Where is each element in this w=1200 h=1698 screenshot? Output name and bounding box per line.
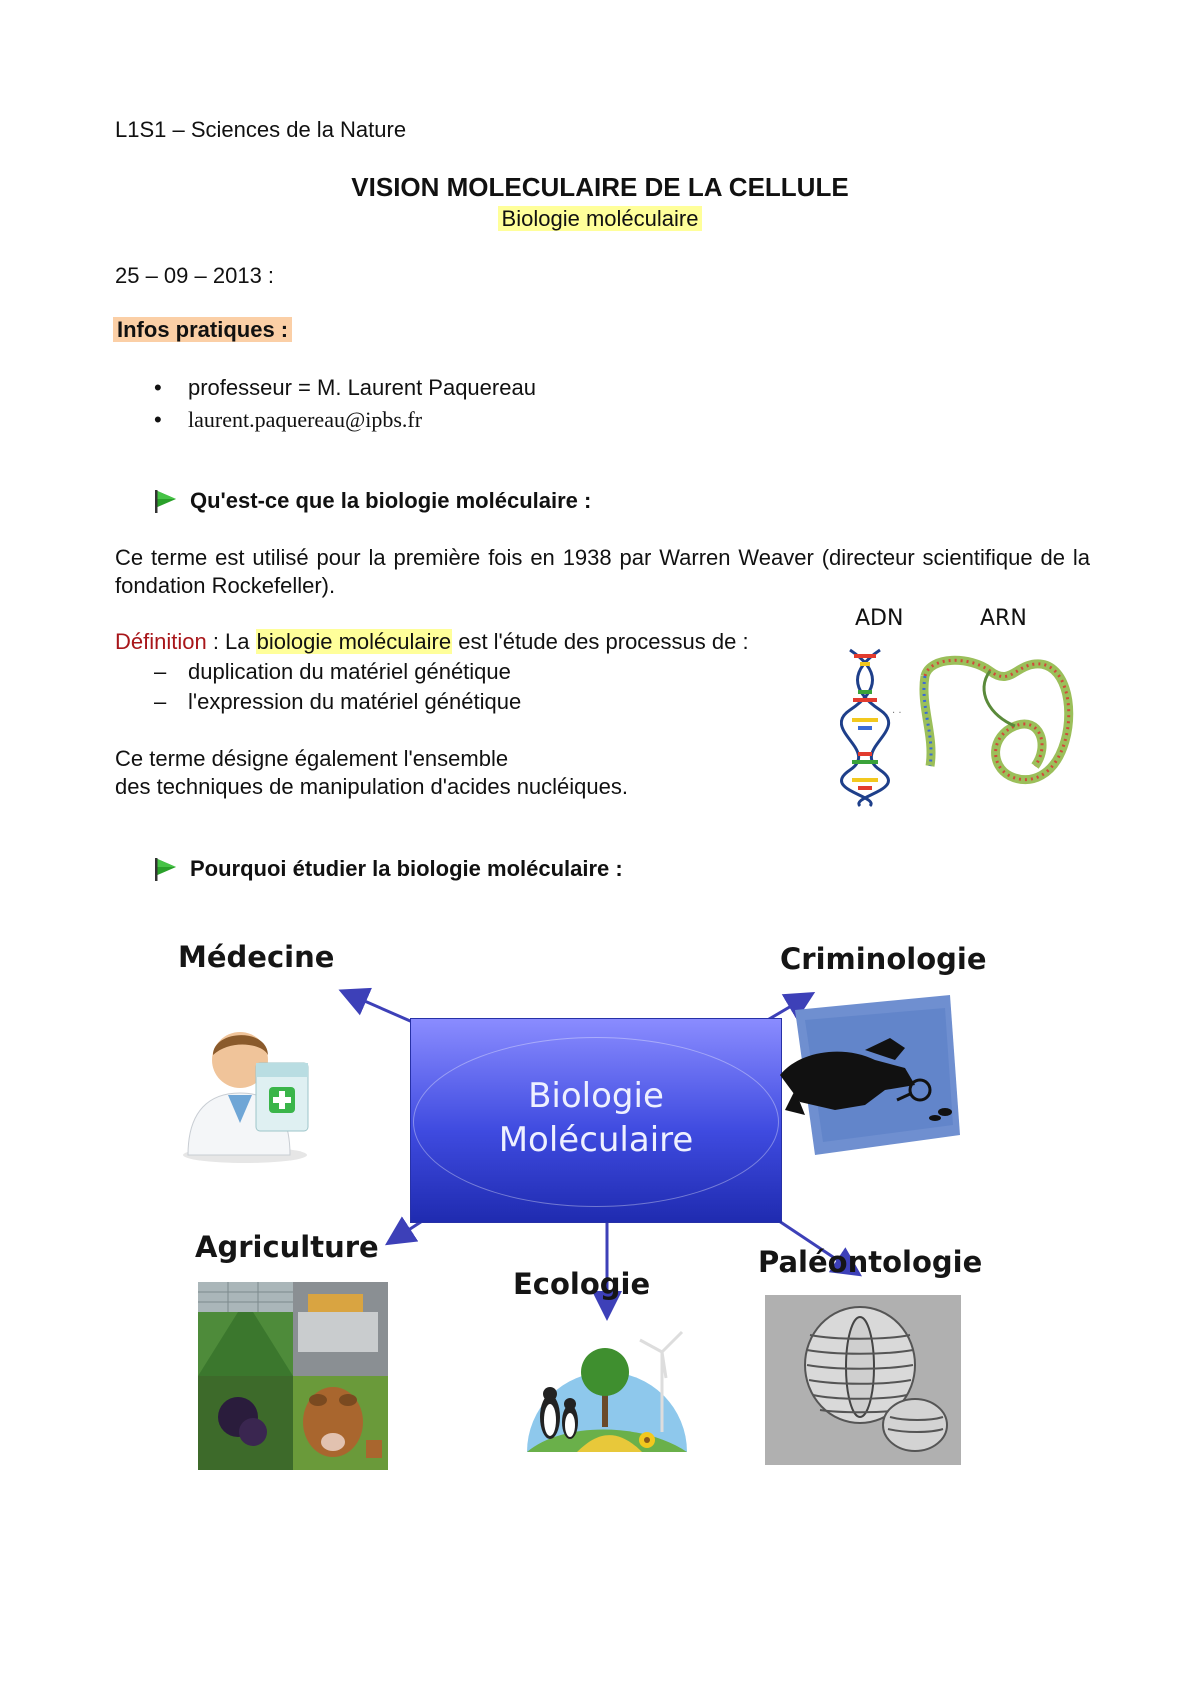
- process-text: duplication du matériel génétique: [188, 659, 511, 684]
- dna-label: ADN: [855, 606, 904, 631]
- list-item: [150, 374, 536, 406]
- field-label-criminologie: Criminologie: [780, 942, 987, 976]
- lecture-date: 25 – 09 – 2013 :: [115, 263, 275, 288]
- field-label-agriculture: Agriculture: [195, 1230, 379, 1264]
- central-line-1: Biologie: [528, 1076, 664, 1116]
- applications-diagram: [150, 940, 1070, 1510]
- central-topic-box: [410, 1018, 782, 1223]
- document-title: VISION MOLECULAIRE DE LA CELLULE: [351, 172, 849, 202]
- techniques-paragraph: [115, 745, 735, 801]
- document-subtitle: [0, 205, 1200, 233]
- field-label-ecologie: Ecologie: [513, 1267, 651, 1301]
- dna-helix-icon: [841, 650, 901, 806]
- course-line: L1S1 – Sciences de la Nature: [115, 117, 407, 142]
- list-item: [150, 406, 536, 438]
- definition-label: Définition: [115, 629, 207, 654]
- svg-text:· ·: · ·: [892, 708, 902, 719]
- infos-heading-label: Infos pratiques :: [113, 317, 292, 342]
- techniques-line-2: des techniques de manipulation d'acides nucléiques.: [115, 774, 628, 799]
- definition-pre: : La: [206, 629, 256, 654]
- rna-label: ARN: [980, 606, 1027, 631]
- definition-highlight: biologie moléculaire: [256, 629, 452, 654]
- section-heading-definition: [152, 487, 591, 515]
- section-heading-text: Pourquoi étudier la biologie moléculaire :: [190, 856, 623, 881]
- intro-paragraph: Ce terme est utilisé pour la première fois en 1938 par Warren Weaver (directeur scientifique de la fondation Rockefeller).: [115, 545, 1090, 598]
- green-flag-icon: [152, 856, 178, 882]
- process-list: [150, 658, 521, 718]
- dna-rna-illustration: [840, 646, 1100, 810]
- email-text: laurent.paquereau@ipbs.fr: [188, 407, 423, 432]
- rna-strand-icon: [924, 660, 1069, 779]
- infos-list: [150, 374, 536, 438]
- section-heading-why: [152, 855, 623, 883]
- trilobite-fossil-photo: [765, 1295, 961, 1465]
- field-label-medecine: Médecine: [178, 940, 335, 974]
- dna-rna-figure: [840, 600, 1100, 810]
- detective-icon: [765, 990, 965, 1160]
- central-topic-label: [411, 1074, 781, 1162]
- central-line-2: Moléculaire: [498, 1120, 694, 1160]
- infos-heading: [113, 316, 292, 344]
- field-label-paleontologie: Paléontologie: [758, 1245, 983, 1279]
- green-flag-icon: [152, 488, 178, 514]
- ecology-icon: [522, 1322, 692, 1457]
- techniques-line-1: Ce terme désigne également l'ensemble: [115, 746, 509, 771]
- professor-text: professeur = M. Laurent Paquereau: [188, 375, 536, 400]
- definition-post: est l'étude des processus de :: [452, 629, 749, 654]
- list-item: [150, 688, 521, 718]
- definition-line: [115, 628, 749, 656]
- list-item: [150, 658, 521, 688]
- process-text: l'expression du matériel génétique: [188, 689, 522, 714]
- doctor-icon: [170, 1005, 320, 1165]
- subtitle-highlight: Biologie moléculaire: [498, 206, 703, 231]
- section-heading-text: Qu'est-ce que la biologie moléculaire :: [190, 488, 592, 513]
- agriculture-photo: [198, 1282, 388, 1470]
